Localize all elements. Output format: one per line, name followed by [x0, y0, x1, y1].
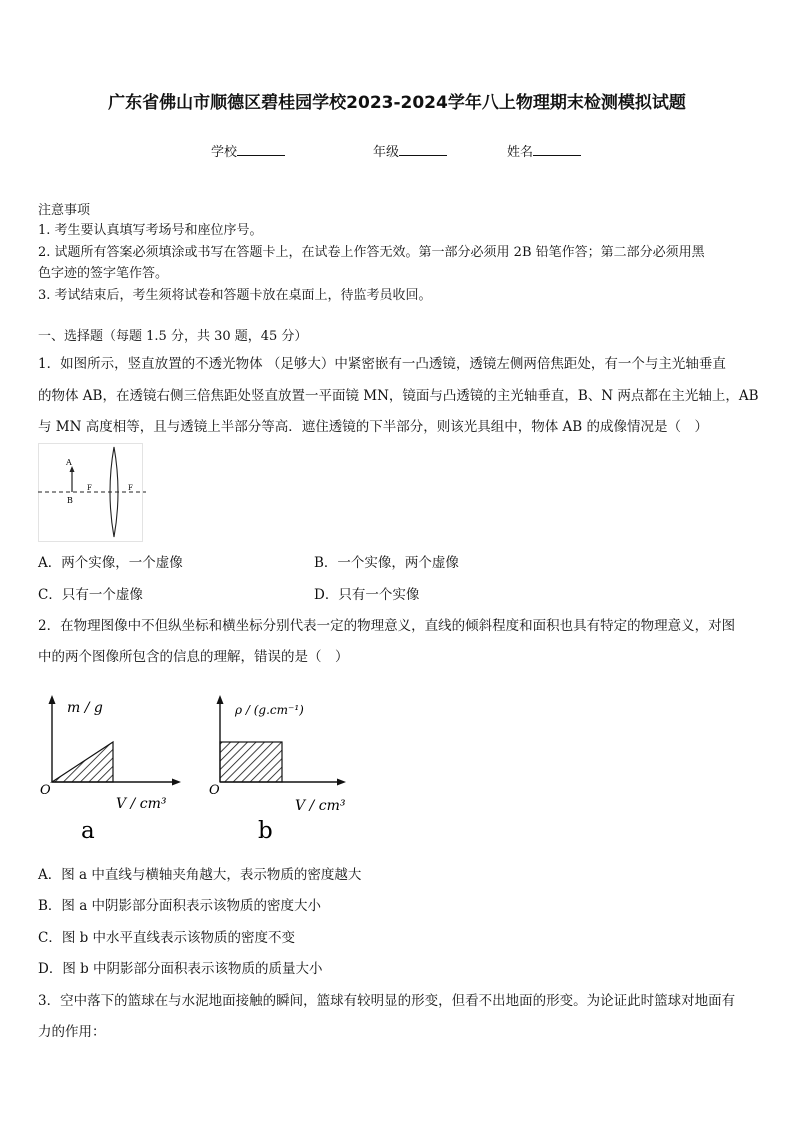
name-blank: [533, 142, 581, 156]
question-2-line: 中的两个图像所包含的信息的理解，错误的是（ ）: [38, 649, 349, 665]
graph-a-shaded-area: [52, 742, 113, 782]
graph-a: [40, 695, 181, 844]
graph-b-y-arrow-icon: [217, 695, 224, 704]
q2-option-d[interactable]: D．图 b 中阴影部分面积表示该物质的质量大小: [38, 961, 323, 977]
label-f-right: F: [128, 484, 133, 492]
graph-b-ylabel: ρ / (g.cm⁻¹): [235, 703, 304, 717]
name-field: [507, 141, 581, 160]
school-blank: [237, 142, 285, 156]
question-1-line: 1．如图所示，竖直放置的不透光物体 （足够大）中紧密嵌有一凸透镜，透镜左侧两倍焦距处，有一个与主光轴垂直: [38, 356, 726, 372]
label-b: B: [67, 496, 73, 505]
graph-b-x-arrow-icon: [337, 779, 346, 786]
notice-item: 1. 考生要认真填写考场号和座位序号。: [38, 223, 263, 238]
q1-option-c[interactable]: C．只有一个虚像: [38, 587, 143, 603]
density-graphs: [36, 690, 356, 850]
q1-option-b[interactable]: B．一个实像，两个虚像: [314, 555, 459, 571]
question-3-line: 3．空中落下的篮球在与水泥地面接触的瞬间，篮球有较明显的形变，但看不出地面的形变。为论证此时篮球对地面有: [38, 993, 736, 1009]
graph-b-xlabel: V / cm³: [295, 798, 346, 814]
graph-b: [209, 695, 346, 844]
lens-figure: [38, 443, 146, 543]
label-a: A: [66, 458, 72, 467]
graph-a-y-arrow-icon: [49, 695, 56, 704]
grade-field: [373, 141, 447, 160]
notice-heading: 注意事项: [38, 203, 91, 218]
graph-a-origin: O: [40, 783, 51, 798]
section-heading: 一、选择题（每题 1.5 分，共 30 题，45 分）: [38, 329, 308, 344]
graph-a-xlabel: V / cm³: [116, 796, 167, 812]
q1-option-a[interactable]: A．两个实像，一个虚像: [38, 555, 183, 571]
graph-a-caption: a: [81, 818, 95, 844]
graph-b-origin: O: [209, 783, 220, 798]
q2-option-a[interactable]: A．图 a 中直线与横轴夹角越大，表示物质的密度越大: [38, 867, 362, 883]
question-2-line: 2．在物理图像中不但纵坐标和横坐标分别代表一定的物理意义，直线的倾斜程度和面积也具有特定的物理意义，对图: [38, 618, 736, 634]
grade-blank: [399, 142, 447, 156]
graph-b-caption: b: [258, 818, 273, 844]
question-3-line: 力的作用：: [38, 1024, 106, 1040]
school-label: 学校: [211, 145, 238, 160]
exam-title: 广东省佛山市顺德区碧桂园学校2023-2024学年八上物理期末检测模拟试题: [108, 93, 686, 113]
notice-item: 3. 考试结束后，考生须将试卷和答题卡放在桌面上，待监考员收回。: [38, 288, 432, 303]
graph-a-x-arrow-icon: [172, 779, 181, 786]
question-1-line: 的物体 AB，在透镜右侧三倍焦距处竖直放置一平面镜 MN，镜面与凸透镜的主光轴垂直，B、N 两点都在主光轴上，AB: [38, 388, 759, 404]
q2-option-c[interactable]: C．图 b 中水平直线表示该物质的密度不变: [38, 930, 296, 946]
name-label: 姓名: [507, 145, 534, 160]
question-1-line: 与 MN 高度相等，且与透镜上半部分等高．遮住透镜的下半部分，则该光具组中，物体 AB 的成像情况是（ ）: [38, 419, 708, 435]
grade-label: 年级: [373, 145, 400, 160]
q2-option-b[interactable]: B．图 a 中阴影部分面积表示该物质的密度大小: [38, 898, 322, 914]
label-f-left: F: [87, 484, 92, 492]
school-field: [211, 141, 285, 160]
q1-option-d[interactable]: D．只有一个实像: [314, 587, 420, 603]
graph-a-ylabel: m / g: [67, 700, 103, 716]
graph-b-shaded-area: [220, 742, 282, 782]
notice-item: 色字迹的签字笔作答。: [38, 266, 169, 281]
notice-item: 2. 试题所有答案必须填涂或书写在答题卡上，在试卷上作答无效。第一部分必须用 2B 铅笔作答；第二部分必须用黑: [38, 245, 705, 260]
